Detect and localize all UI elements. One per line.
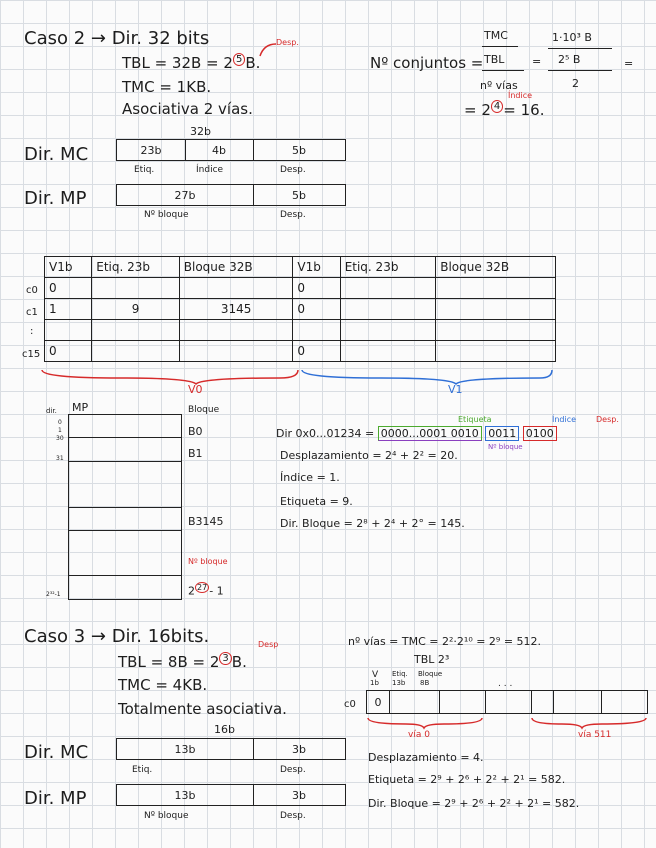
case2-result-exp: 4	[491, 100, 503, 113]
case3-mp-box	[116, 784, 346, 806]
c3-via511: vía 511	[578, 730, 612, 740]
mp-b0: B0	[188, 425, 203, 438]
mp-last	[188, 584, 224, 597]
table-header-row	[45, 257, 556, 278]
analysis-etiqueta-note: Etiqueta	[458, 415, 492, 424]
case3-desp: Desplazamiento = 4.	[368, 751, 484, 764]
row-label-c1: c1	[26, 307, 38, 318]
th-bloque-2: Bloque 32B	[436, 257, 556, 278]
c3-etiq-head: Etiq.	[392, 670, 408, 678]
mp-dir: dir.	[46, 407, 57, 415]
analysis-etiqueta: Etiqueta = 9.	[280, 495, 353, 508]
c3-etiq-head-sub: 13b	[392, 679, 406, 687]
frac-den-2a: 2⁵ B	[558, 53, 581, 66]
case3-tbl	[118, 654, 247, 670]
mp-mark-1: 1	[58, 427, 62, 434]
analysis-bits-desp: 0100	[523, 426, 557, 441]
divider	[601, 691, 602, 713]
case2-tbl-unit: B.	[245, 54, 261, 72]
cell	[92, 341, 180, 362]
divider	[69, 507, 181, 508]
cell	[92, 278, 180, 299]
case3-mp-name-1: Desp.	[280, 811, 306, 821]
case2-result-tail: = 16.	[503, 101, 545, 119]
case3-mc-name-0: Etiq.	[132, 765, 153, 775]
case2-mp-field-1: 5b	[292, 188, 306, 202]
cell	[436, 278, 556, 299]
analysis-desp-note: Desp.	[596, 415, 619, 424]
c3-bloque-head: Bloque	[418, 670, 443, 678]
cell: 0	[293, 341, 340, 362]
frac-line-1	[482, 46, 518, 47]
th-etiq: Etiq. 23b	[92, 257, 180, 278]
th-etiq-2: Etiq. 23b	[340, 257, 436, 278]
case2-cache-table	[44, 256, 556, 362]
case3-tbl-exp: 3	[219, 652, 231, 665]
cell	[340, 299, 436, 320]
divider	[531, 691, 532, 713]
frac-num-2: 1·10³ B	[552, 31, 592, 44]
cell: 0	[45, 341, 92, 362]
case2-tbl-text: TBL = 32B = 2	[122, 54, 233, 72]
analysis-dir	[276, 428, 557, 439]
mp-b1: B1	[188, 447, 203, 460]
frac-line-2	[548, 48, 612, 49]
c3-row-val: 0	[374, 695, 382, 709]
case3-assoc: Totalmente asociativa.	[118, 700, 287, 718]
row-label-c15: c15	[22, 349, 41, 360]
case3-mp-field-0: 13b	[174, 788, 196, 802]
analysis-bloque: Dir. Bloque = 2⁸ + 2⁴ + 2° = 145.	[280, 517, 465, 530]
case2-mp-label: Dir. MP	[24, 188, 87, 209]
c3-row-label: c0	[344, 699, 356, 710]
case3-mc-box	[116, 738, 346, 760]
mp-b3145: B3145	[188, 515, 224, 528]
case3-mc-name-1: Desp.	[280, 765, 306, 775]
mp-memory-box	[68, 414, 182, 600]
case3-mp-name-0: Nº bloque	[144, 811, 189, 821]
case2-mc-field-1: 4b	[212, 143, 226, 157]
cell	[436, 341, 556, 362]
case3-mc-label: Dir. MC	[24, 742, 89, 763]
table-row	[45, 341, 556, 362]
eq-2: =	[624, 57, 634, 70]
case2-result	[464, 102, 544, 118]
divider	[389, 691, 390, 713]
case2-tbl-exp: 5	[233, 53, 245, 66]
analysis-bits-etiq: 0000...0001 0010	[378, 426, 482, 441]
case3-cache-row	[366, 690, 648, 714]
case3-etiqueta: Etiqueta = 2⁹ + 2⁶ + 2² + 2¹ = 582.	[368, 773, 566, 786]
via-v0: V0	[188, 383, 203, 396]
case3-tbl-text: TBL = 8B = 2	[118, 653, 220, 671]
cell	[436, 320, 556, 341]
analysis-indice-note: Índice	[552, 415, 577, 424]
case2-mc-name-2: Desp.	[280, 165, 306, 175]
case3-title: Caso 3 → Dir. 16bits.	[24, 626, 210, 647]
case3-mc-field-1: 3b	[292, 742, 306, 756]
case3-mp-field-1: 3b	[292, 788, 306, 802]
analysis-desp: Desplazamiento = 2⁴ + 2² = 20.	[280, 449, 458, 462]
cell	[179, 320, 293, 341]
analysis-nbloque-note: Nº bloque	[488, 443, 523, 451]
table-row	[45, 299, 556, 320]
case2-mp-box	[116, 184, 346, 206]
case3-mc-field-0: 13b	[174, 742, 196, 756]
frac-den-1a: TBL	[484, 53, 505, 66]
c3-dots: . . .	[498, 679, 513, 689]
cell	[340, 320, 436, 341]
case2-mp-name-1: Desp.	[280, 210, 306, 220]
case3-vias-den: TBL 2³	[414, 653, 450, 666]
mp-last-exp: 27	[197, 583, 208, 592]
divider	[69, 530, 181, 531]
case2-tmc: TMC = 1KB.	[122, 78, 212, 96]
red-arrow-icon	[258, 40, 280, 58]
th-v1b-2: V1b	[293, 257, 340, 278]
th-v1b: V1b	[45, 257, 92, 278]
case2-mc-box	[116, 139, 346, 161]
case2-mc-name-1: Índice	[196, 165, 224, 175]
mp-bottom-mark: 2³²-1	[46, 591, 61, 598]
mp-nbloque-note: Nº bloque	[188, 557, 228, 566]
case2-mc-name-0: Etiq.	[134, 165, 155, 175]
divider	[69, 461, 181, 462]
cell: 3145	[179, 299, 293, 320]
cell: 9	[92, 299, 180, 320]
th-bloque: Bloque 32B	[179, 257, 293, 278]
case2-mp-name-0: Nº bloque	[144, 210, 189, 220]
cell	[436, 299, 556, 320]
divider	[69, 437, 181, 438]
via-v1: V1	[448, 383, 463, 396]
mp-last-tail: - 1	[209, 584, 224, 598]
case3-mc-top: 16b	[214, 723, 235, 736]
divider	[69, 575, 181, 576]
row-label-dots: :	[30, 326, 34, 337]
divider	[553, 691, 554, 713]
cell	[340, 341, 436, 362]
divider	[485, 691, 486, 713]
case2-mc-top: 32b	[190, 125, 211, 138]
frac-den-2b: 2	[572, 77, 579, 90]
case2-mc-field-2: 5b	[292, 143, 306, 157]
case2-mc-label: Dir. MC	[24, 144, 89, 165]
case3-mp-label: Dir. MP	[24, 788, 87, 809]
analysis-indice: Índice = 1.	[280, 471, 340, 484]
case2-assoc: Asociativa 2 vías.	[122, 100, 253, 118]
case2-conjuntos-label: Nº conjuntos =	[370, 54, 484, 72]
divider	[439, 691, 440, 713]
row-label-c0: c0	[26, 285, 38, 296]
mp-title: MP	[72, 401, 89, 414]
case3-bloque: Dir. Bloque = 2⁹ + 2⁶ + 2² + 2¹ = 582.	[368, 797, 580, 810]
case2-indice-note: Índice	[508, 91, 533, 100]
mp-mark-0: 0	[58, 419, 62, 426]
case2-mc-field-0: 23b	[140, 143, 162, 157]
c3-v-head-sub: 1b	[370, 679, 379, 687]
case2-title: Caso 2 → Dir. 32 bits	[24, 28, 210, 49]
case2-tbl	[122, 55, 260, 71]
cell	[179, 341, 293, 362]
analysis-bits-indice: 0011	[485, 426, 519, 441]
case2-result-text: = 2	[464, 101, 491, 119]
mp-mark-31: 31	[56, 455, 64, 462]
mp-bloque: Bloque	[188, 405, 220, 415]
via-braces	[40, 366, 560, 386]
case3-desp-note: Desp	[258, 640, 279, 649]
cell	[293, 320, 340, 341]
cell: 0	[45, 278, 92, 299]
c3-bloque-head-sub: 8B	[420, 679, 430, 687]
c3-via-braces	[366, 716, 650, 730]
mp-last-text: 2	[188, 584, 195, 598]
frac-line-2b	[548, 70, 612, 71]
case2-mp-field-0: 27b	[174, 188, 196, 202]
case2-desp-note: Desp.	[276, 38, 299, 47]
case3-tbl-unit: B.	[231, 653, 247, 671]
cell: 1	[45, 299, 92, 320]
case3-vias: nº vías = TMC = 2²·2¹⁰ = 2⁹ = 512.	[348, 635, 542, 648]
table-row	[45, 278, 556, 299]
table-row	[45, 320, 556, 341]
mp-mark-30: 30	[56, 435, 64, 442]
c3-via0: vía 0	[408, 730, 430, 740]
frac-line-1b	[482, 70, 524, 71]
cell: 0	[293, 278, 340, 299]
c3-v-head: V	[372, 670, 379, 680]
frac-num-1: TMC	[484, 29, 508, 42]
cell	[45, 320, 92, 341]
analysis-dir-prefix: Dir 0x0...01234 =	[276, 427, 375, 440]
cell	[179, 278, 293, 299]
cell: 0	[293, 299, 340, 320]
cell	[92, 320, 180, 341]
eq-1: =	[532, 55, 542, 68]
case3-tmc: TMC = 4KB.	[118, 676, 208, 694]
cell	[340, 278, 436, 299]
frac-den-1b: nº vías	[480, 79, 518, 92]
